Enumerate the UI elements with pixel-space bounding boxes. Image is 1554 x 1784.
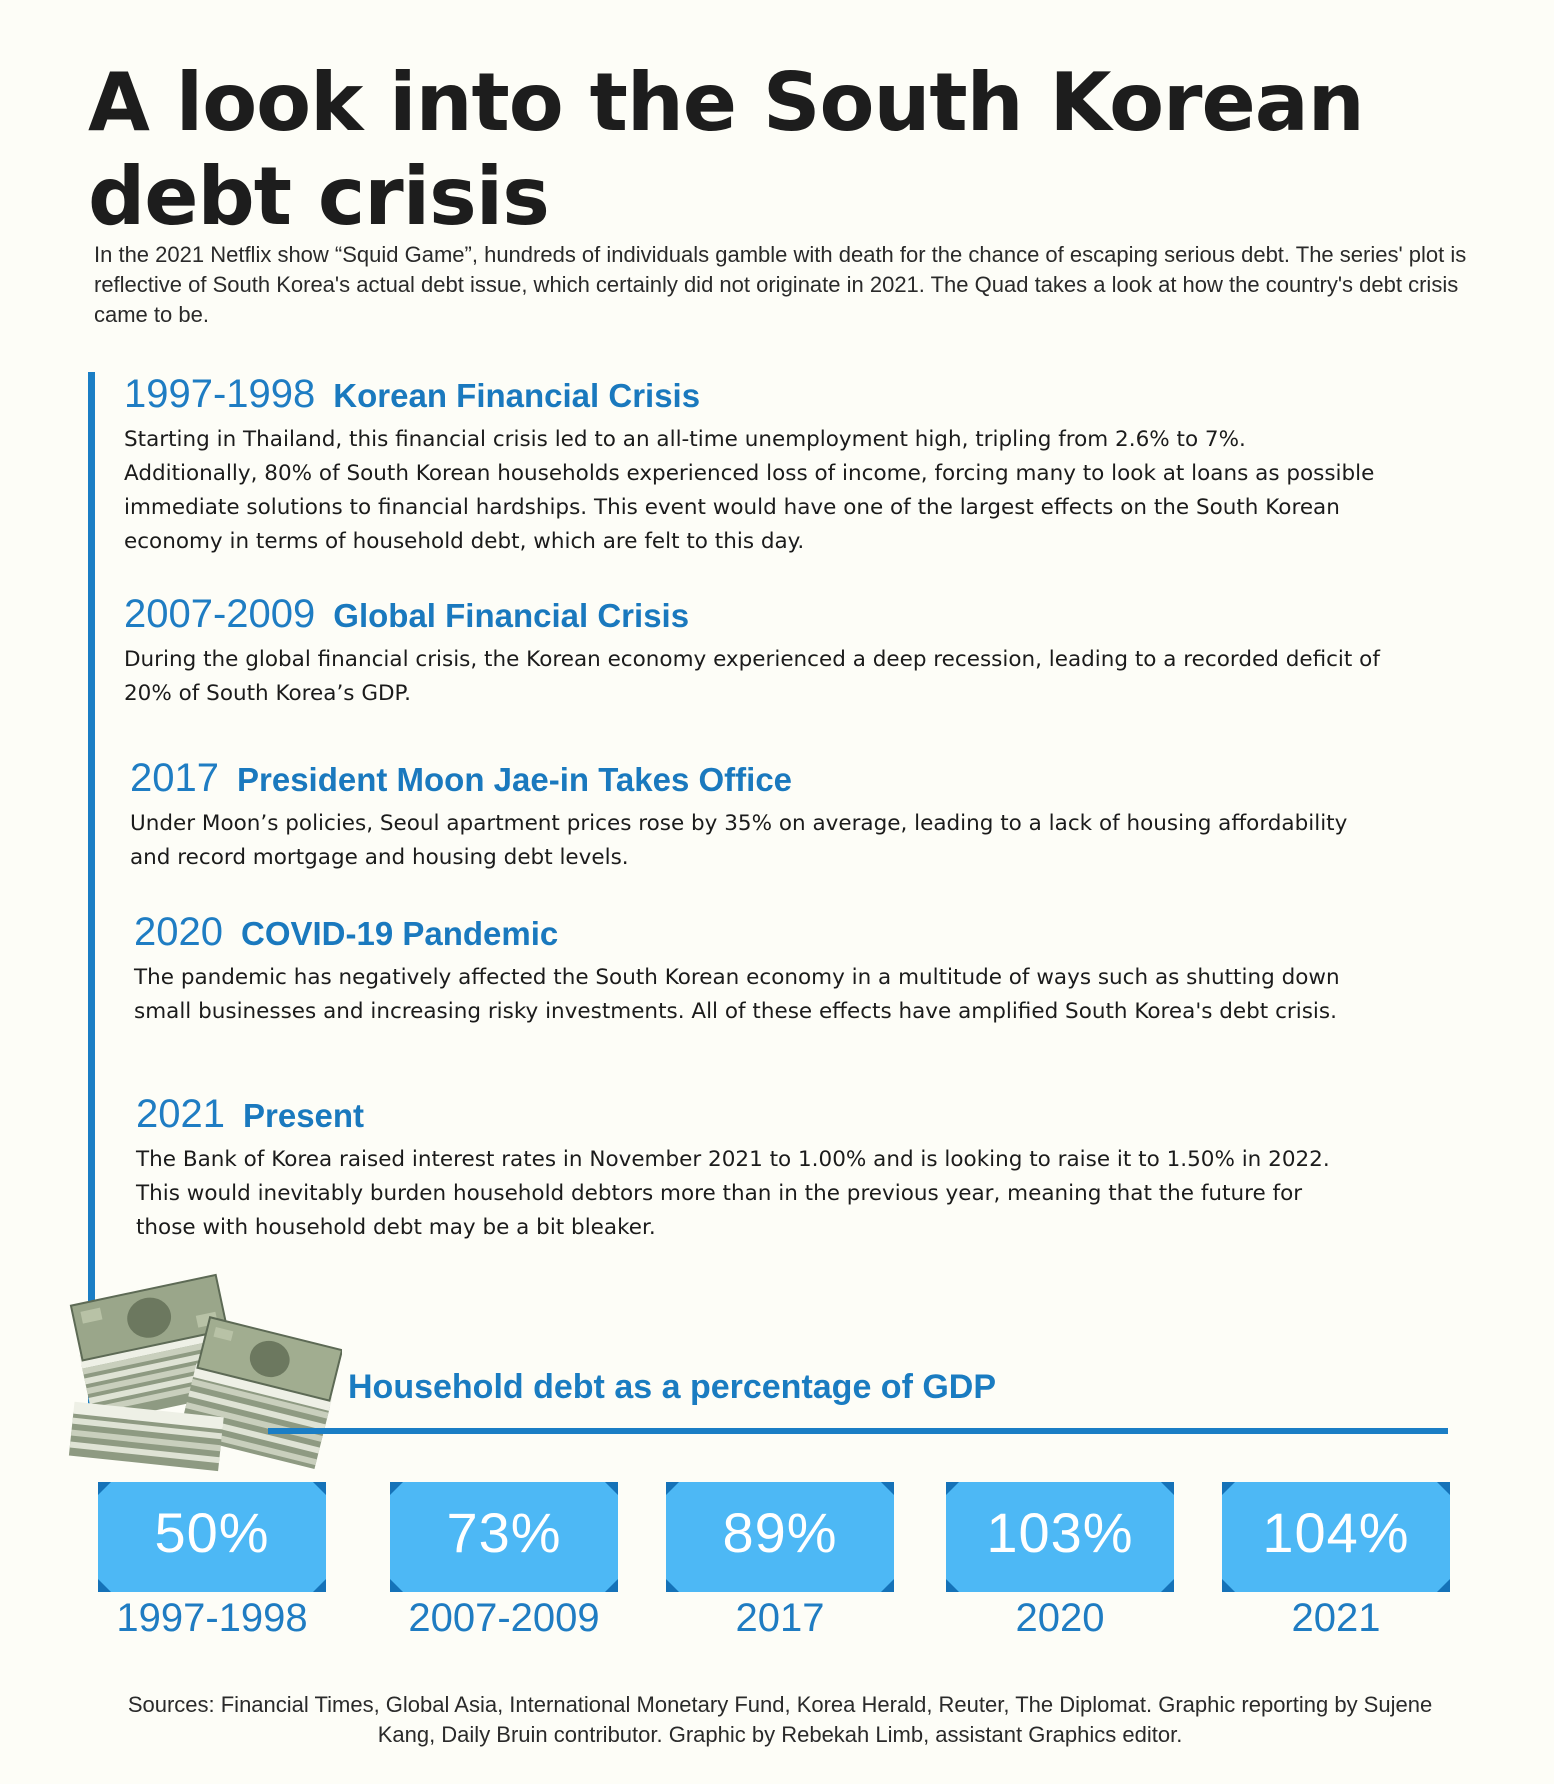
event-title: Korean Financial Crisis: [333, 377, 701, 414]
event-2017: [130, 756, 1350, 875]
stat-box: [98, 1482, 326, 1592]
event-body: The pandemic has negatively affected the South Korean economy in a multitude of ways such as shutting down small businesses and increasing risky investments. All of these effects have amplified South Korea's debt crisis.: [134, 965, 1340, 1024]
event-title: Present: [242, 1097, 365, 1134]
gdp-stat-2020: [946, 1482, 1174, 1640]
stat-label: 2017: [735, 1596, 825, 1640]
stat-value: 103%: [986, 1501, 1134, 1564]
event-year: 2020: [134, 910, 223, 954]
stat-label: 1997-1998: [116, 1596, 308, 1640]
stat-box: [946, 1482, 1174, 1592]
event-year: 2007-2009: [124, 592, 316, 636]
event-title: President Moon Jae-in Takes Office: [236, 761, 793, 798]
event-2020: [134, 910, 1374, 1029]
event-year: 2021: [136, 1092, 225, 1136]
event-body: The Bank of Korea raised interest rates in November 2021 to 1.00% and is looking to raise it to 1.50% in 2022. This would inevitably burden household debtors more than in the previous year, meaning that the future for those with household debt may be a bit bleaker.: [136, 1147, 1330, 1240]
stat-value: 104%: [1262, 1501, 1410, 1564]
gdp-stat-2007-2009: [390, 1482, 618, 1640]
gdp-stat-2021: [1222, 1482, 1450, 1640]
intro-paragraph: In the 2021 Netflix show “Squid Game”, hundreds of individuals gamble with death for the chance of escaping serious debt. The series' plot is reflective of South Korea's actual debt issue, which certainly did not originate in 2021. The Quad takes a look at how the country's debt crisis came to be.: [94, 242, 1467, 327]
money-stack-icon: [62, 1270, 342, 1480]
stat-label: 2021: [1291, 1596, 1381, 1640]
stat-box: [1222, 1482, 1450, 1592]
event-body: Under Moon’s policies, Seoul apartment prices rose by 35% on average, leading to a lack of housing affordability and record mortgage and housing debt levels.: [130, 811, 1348, 870]
event-2007-2009: [124, 592, 1384, 711]
event-year: 1997-1998: [124, 372, 316, 416]
event-year: 2017: [130, 756, 219, 800]
event-2021: [136, 1092, 1366, 1245]
gdp-stat-1997-1998: [98, 1482, 326, 1640]
event-1997-1998: [124, 372, 1384, 559]
stat-value: 89%: [722, 1501, 838, 1564]
stat-value: 50%: [154, 1501, 270, 1564]
page-title: A look into the South Korean debt crisis: [88, 56, 1364, 243]
event-title: Global Financial Crisis: [333, 597, 690, 634]
stat-label: 2007-2009: [408, 1596, 600, 1640]
stat-value: 73%: [446, 1501, 562, 1564]
gdp-section-rule: [268, 1428, 1448, 1434]
event-title: COVID-19 Pandemic: [240, 915, 559, 952]
stat-box: [666, 1482, 894, 1592]
stat-label: 2020: [1015, 1596, 1105, 1640]
event-body: Starting in Thailand, this financial crisis led to an all-time unemployment high, tripling from 2.6% to 7%. Additionally, 80% of South Korean households experienced loss of income, forcing many to look at loans as possible immediate solutions to financial hardships. This event would have one of the largest effects on the South Korean economy in terms of household debt, which are felt to this day.: [124, 427, 1375, 554]
gdp-section-title: Household debt as a percentage of GDP: [348, 1368, 997, 1406]
gdp-stat-2017: [666, 1482, 894, 1640]
event-body: During the global financial crisis, the Korean economy experienced a deep recession, leading to a recorded deficit of 20% of South Korea’s GDP.: [124, 647, 1380, 706]
stat-box: [390, 1482, 618, 1592]
sources-credits: Sources: Financial Times, Global Asia, International Monetary Fund, Korea Herald, Reuter, The Diplomat. Graphic reporting by Sujene Kang, Daily Bruin contributor. Graphic by Rebekah Limb, assistant Graphics editor.: [127, 1692, 1433, 1747]
